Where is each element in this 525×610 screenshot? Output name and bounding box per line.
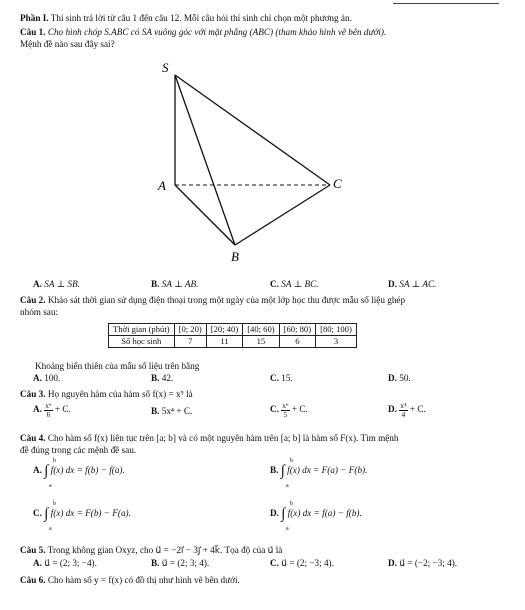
pyramid-figure [150, 55, 360, 270]
q4-option-b[interactable]: B. ∫ b a f(x) dx = F(a) − F(b). [270, 458, 368, 489]
q5-text [20, 545, 282, 557]
q5-option-d[interactable]: D. u⃗ = (−2; −3; 4). [388, 558, 458, 568]
header-rule [393, 3, 499, 4]
lower-limit: a [49, 526, 52, 532]
q1-option-b[interactable]: B. SA ⊥ AB. [151, 279, 199, 289]
q4-option-c[interactable]: C. ∫ b a f(x) dx = F(b) − F(a). [33, 501, 131, 532]
edge-sb [175, 75, 235, 245]
part-heading [20, 13, 352, 25]
table-header-cell: [40; 60) [243, 324, 279, 336]
q2-option-d[interactable]: D. 50. [388, 373, 411, 383]
q1-label: Câu 1. [20, 27, 46, 37]
q2-option-b[interactable]: B. 42. [151, 373, 174, 383]
q5-option-b[interactable]: B. u⃗ = (2; 3; 4). [151, 558, 210, 568]
edge-ab [175, 185, 235, 245]
q2-label: Câu 2. [20, 295, 46, 305]
table-cell: 6 [279, 336, 315, 348]
frequency-table [108, 323, 357, 348]
table-header-cell: [60; 80) [279, 324, 315, 336]
q5-option-a[interactable]: A. u⃗ = (2; 3; −4). [33, 558, 97, 568]
table-row [109, 336, 357, 348]
q5-stem: Trong không gian Oxyz, cho u⃗ = −2i⃗ − 3j⃗ + 4k⃗. Tọa độ của u⃗ là [47, 545, 283, 555]
vertex-s: S [162, 60, 169, 75]
q2-option-c[interactable]: C. 15. [270, 373, 293, 383]
q2-question: Khoảng biến thiên của mẫu số liệu trên bằng [35, 361, 200, 371]
vertex-a: A [158, 178, 166, 193]
q3-stem: Họ nguyên hàm của hàm số f(x) = x⁵ là [47, 389, 193, 399]
integral-sign: ∫ [280, 463, 285, 479]
upper-limit: b [290, 501, 293, 507]
upper-limit: b [53, 501, 56, 507]
table-header-cell: [20; 40) [206, 324, 242, 336]
q2-option-a[interactable]: A. 100. [33, 373, 61, 383]
q5-option-c[interactable]: C. u⃗ = (2; −3; 4). [270, 558, 334, 568]
table-cell: 3 [316, 336, 357, 348]
table-cell: 7 [174, 336, 206, 348]
q3-options [33, 402, 503, 422]
q2-options [33, 373, 503, 385]
q1-text [20, 27, 386, 39]
q3-text [20, 389, 193, 401]
table-row-label: Số học sinh [109, 336, 175, 348]
q3-label: Câu 3. [20, 389, 46, 399]
lower-limit: a [286, 483, 289, 489]
q3-option-c[interactable]: C. $\frac{\text{x⁶}}{5}$ + C. [270, 401, 308, 419]
q3-option-b[interactable]: B. 5x⁴ + C. [151, 406, 193, 416]
q4-line1: Cho hàm số f(x) liên tục trên [a; b] và có một nguyên hàm trên [a; b] là hàm số F(x). Tìm mệnh [47, 433, 399, 443]
integral-sign: ∫ [281, 506, 286, 522]
table-cell: 11 [206, 336, 242, 348]
q2-line1: Khảo sát thời gian sử dụng điện thoại trong một ngày của một lớp học thu được mẫu số liệu ghép [47, 295, 406, 305]
table-header-cell: [0; 20) [174, 324, 206, 336]
q4-option-d[interactable]: D. ∫ b a f(x) dx = f(a) − f(b). [270, 501, 362, 532]
part-intro: Thí sinh trả lời từ câu 1 đến câu 12. Mỗi câu hỏi thí sinh chỉ chọn một phương án. [50, 13, 352, 23]
q2-line2: nhóm sau: [20, 307, 59, 317]
integral-sign: ∫ [44, 463, 49, 479]
q6-stem: Cho hàm số y = f(x) có đồ thị như hình vẽ bên dưới. [47, 575, 240, 585]
q1-options [33, 279, 503, 291]
q4-line2: đề đúng trong các mệnh đề sau. [20, 445, 137, 455]
vertex-c: C [333, 176, 342, 191]
q2-text [20, 295, 405, 307]
q1-option-c[interactable]: C. SA ⊥ BC. [270, 279, 319, 289]
q6-label: Câu 6. [20, 575, 46, 585]
q4-text [20, 433, 398, 445]
q6-text [20, 575, 240, 587]
table-header-row [109, 324, 357, 336]
lower-limit: a [286, 526, 289, 532]
q3-option-d[interactable]: D. $\frac{\text{x⁴}}{4}$ + C. [388, 401, 426, 419]
table-cell: 15 [243, 336, 279, 348]
integral-sign: ∫ [44, 506, 49, 522]
vertex-b: B [231, 249, 239, 264]
q3-option-a[interactable]: A. $\frac{\text{x⁶}}{6}$ + C. [33, 401, 71, 419]
edge-sc [175, 75, 330, 185]
q1-line2: Mệnh đề nào sau đây sai? [20, 39, 115, 49]
q1-line1: Cho hình chóp S.ABC có SA vuông góc với mặt phẳng (ABC) (tham khảo hình vẽ bên dưới). [47, 27, 387, 37]
q1-option-d[interactable]: D. SA ⊥ AC. [388, 279, 437, 289]
edge-bc [235, 185, 330, 245]
q4-option-a[interactable]: A. ∫ b a f(x) dx = f(b) − f(a). [33, 458, 125, 489]
q1-option-a[interactable]: A. SA ⊥ SB. [33, 279, 81, 289]
q5-label: Câu 5. [20, 545, 46, 555]
part-title: Phần I. [20, 13, 49, 23]
q4-label: Câu 4. [20, 433, 46, 443]
upper-limit: b [53, 458, 56, 464]
table-header-cell: [80; 100) [316, 324, 357, 336]
lower-limit: a [49, 483, 52, 489]
q5-options [33, 558, 503, 570]
upper-limit: b [290, 458, 293, 464]
table-header-cell: Thời gian (phút) [109, 324, 175, 336]
